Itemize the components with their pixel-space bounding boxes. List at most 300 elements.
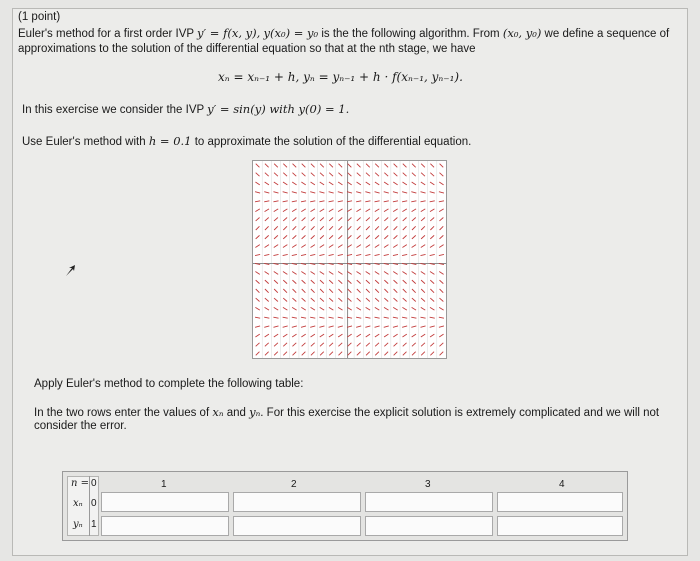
slope-segment	[375, 226, 379, 230]
slope-segment	[348, 164, 352, 168]
slope-segment	[283, 280, 287, 283]
slope-segment	[366, 245, 370, 248]
slope-segment	[412, 226, 416, 230]
slope-segment	[412, 272, 416, 275]
slope-segment	[329, 217, 333, 220]
slope-segment	[439, 307, 443, 310]
slope-segment	[384, 245, 388, 248]
intro-pair: (x₀, y₀)	[502, 26, 542, 40]
slope-segment	[375, 192, 380, 193]
slope-segment	[356, 317, 361, 318]
slope-segment	[384, 317, 389, 318]
x4-input[interactable]	[497, 492, 623, 512]
slope-segment	[301, 201, 306, 202]
rows-note-and: and	[226, 407, 246, 419]
slope-segment	[366, 235, 370, 238]
slope-segment	[430, 254, 435, 255]
slope-segment	[311, 298, 315, 301]
x3-input[interactable]	[365, 492, 493, 512]
slope-segment	[292, 182, 296, 185]
slope-segment	[338, 334, 342, 337]
slope-segment	[356, 272, 360, 275]
slope-segment	[329, 298, 333, 301]
slope-segment	[310, 254, 315, 255]
slope-segment	[320, 298, 324, 301]
slope-segment	[403, 217, 407, 220]
slope-segment	[301, 182, 305, 185]
slope-segment	[375, 173, 379, 177]
slope-segment	[412, 334, 416, 337]
instruction-line	[22, 134, 471, 149]
slope-segment	[365, 192, 370, 193]
slope-segment	[338, 289, 342, 293]
slope-segment	[265, 307, 269, 310]
yn-label: yₙ	[73, 519, 83, 530]
slope-segment	[430, 173, 434, 177]
slope-segment	[421, 226, 425, 230]
slope-segment	[348, 343, 352, 347]
slope-segment	[311, 173, 315, 177]
slope-segment	[366, 334, 370, 337]
slope-segment	[273, 326, 278, 327]
slope-segment	[283, 245, 287, 248]
slope-segment	[338, 280, 342, 283]
slope-segment	[412, 352, 416, 356]
intro-line-1	[18, 26, 669, 41]
slope-segment	[366, 307, 370, 310]
intro-ode: y′ = f(x, y),	[197, 26, 261, 40]
slope-segment	[283, 226, 287, 230]
slope-segment	[265, 217, 269, 220]
slope-segment	[440, 226, 444, 230]
slope-segment	[274, 280, 278, 283]
slope-segment	[384, 201, 389, 202]
slope-segment	[384, 280, 388, 283]
slope-segment	[421, 280, 425, 283]
slope-segment	[283, 272, 287, 275]
slope-segment	[393, 182, 397, 185]
slope-segment	[320, 334, 324, 337]
slope-segment	[403, 173, 407, 177]
slope-segment	[319, 254, 324, 255]
slope-segment	[320, 235, 324, 238]
slope-segment	[265, 289, 269, 293]
slope-segment	[311, 226, 315, 230]
slope-segment	[274, 272, 278, 275]
direction-field-plot	[252, 160, 447, 359]
rows-note-yn: yₙ	[249, 405, 261, 419]
slope-segment	[375, 182, 379, 185]
slope-segment	[302, 235, 306, 238]
slope-segment	[329, 192, 334, 193]
slope-segment	[292, 343, 296, 347]
slope-segment	[274, 209, 278, 212]
slope-segment	[375, 317, 380, 318]
rows-note-lead: In the two rows enter the values of	[34, 407, 210, 419]
slope-segment	[420, 201, 425, 202]
slope-segment	[430, 326, 435, 327]
slope-segment	[357, 235, 361, 238]
slope-segment	[256, 235, 260, 238]
slope-segment	[394, 289, 398, 293]
slope-segment	[338, 173, 342, 177]
slope-segment	[348, 173, 352, 177]
slope-segment	[329, 289, 333, 293]
slope-segment	[393, 307, 397, 310]
slope-segment	[393, 334, 397, 337]
slope-segment	[439, 192, 444, 193]
slope-segment	[301, 326, 306, 327]
slope-segment	[273, 317, 278, 318]
slope-segment	[375, 307, 379, 310]
slope-segment	[320, 245, 324, 248]
slope-segment	[439, 326, 444, 327]
slope-segment	[375, 352, 379, 356]
slope-segment	[255, 209, 259, 212]
slope-segment	[274, 343, 278, 347]
slope-segment	[394, 235, 398, 238]
slope-segment	[274, 298, 278, 301]
slope-segment	[421, 298, 425, 301]
col-3-header: 3	[425, 479, 431, 490]
x1-input[interactable]	[101, 492, 229, 512]
slope-segment	[311, 307, 315, 310]
slope-segment	[274, 245, 278, 248]
slope-segment	[375, 209, 379, 212]
slope-segment	[319, 201, 324, 202]
slope-segment	[393, 317, 398, 318]
slope-segment	[412, 307, 416, 310]
slope-segment	[375, 298, 379, 301]
slope-segment	[430, 217, 434, 220]
slope-segment	[329, 334, 333, 337]
slope-segment	[403, 352, 407, 356]
slope-segment	[439, 317, 444, 318]
slope-segment	[311, 334, 315, 337]
slope-segment	[273, 254, 278, 255]
slope-segment	[421, 173, 425, 177]
y3-input[interactable]	[365, 516, 493, 536]
slope-segment	[403, 280, 407, 283]
slope-segment	[311, 343, 315, 347]
slope-segment	[403, 164, 407, 168]
slope-segment	[384, 209, 388, 212]
slope-segment	[403, 226, 407, 230]
x2-input[interactable]	[233, 492, 361, 512]
slope-segment	[402, 254, 407, 255]
slope-segment	[394, 298, 398, 301]
slope-segment	[357, 289, 361, 293]
slope-segment	[439, 254, 444, 255]
slope-segment	[265, 280, 269, 283]
rows-note-tail: . For this exercise the explicit solution is extremely complicated and we will not	[260, 407, 660, 419]
intro-ic: y(x₀) = y₀	[263, 26, 319, 40]
slope-segment	[412, 343, 416, 347]
slope-segment	[256, 280, 260, 283]
slope-segment	[393, 245, 397, 248]
y1-input[interactable]	[101, 516, 229, 536]
slope-segment	[265, 343, 269, 347]
slope-segment	[338, 326, 343, 327]
slope-segment	[338, 192, 343, 193]
slope-segment	[366, 343, 370, 347]
slope-segment	[311, 164, 315, 168]
slope-segment	[265, 272, 269, 275]
slope-segment	[430, 298, 434, 301]
slope-segment	[375, 201, 380, 202]
slope-segment	[402, 182, 406, 185]
slope-segment	[394, 226, 398, 230]
slope-segment	[356, 201, 361, 202]
slope-segment	[384, 254, 389, 255]
slope-segment	[366, 289, 370, 293]
slope-segment	[329, 272, 333, 275]
slope-segment	[338, 182, 342, 185]
slope-segment	[265, 245, 269, 248]
slope-segment	[384, 164, 388, 168]
slope-segment	[366, 173, 370, 177]
intro-line-2: approximations to the solution of the differential equation so that at the nth stage, we have	[18, 43, 476, 55]
slope-segment	[393, 201, 398, 202]
slope-segment	[311, 209, 315, 212]
mouse-cursor-icon	[64, 264, 78, 283]
slope-segment	[421, 209, 425, 212]
slope-segment	[439, 280, 443, 283]
slope-segment	[412, 173, 416, 177]
slope-segment	[366, 164, 370, 168]
slope-segment	[357, 343, 361, 347]
slope-segment	[283, 254, 288, 255]
slope-segment	[338, 272, 342, 275]
slope-segment	[273, 201, 278, 202]
slope-segment	[430, 280, 434, 283]
slope-segment	[357, 280, 361, 283]
slope-segment	[384, 307, 388, 310]
slope-segment	[430, 226, 434, 230]
slope-segment	[375, 326, 380, 327]
slope-segment	[403, 343, 407, 347]
slope-segment	[301, 334, 305, 337]
slope-segment	[430, 209, 434, 212]
slope-segment	[320, 209, 324, 212]
instruction-lead: Use Euler's method with	[22, 136, 146, 148]
slope-segment	[255, 245, 259, 248]
slope-segment	[274, 173, 278, 177]
slope-segment	[301, 272, 305, 275]
slope-segment	[439, 343, 443, 347]
slope-segment	[320, 289, 324, 293]
slope-segment	[440, 164, 444, 168]
slope-segment	[283, 209, 287, 212]
slope-segment	[384, 226, 388, 230]
slope-segment	[311, 217, 315, 220]
slope-segment	[338, 254, 343, 255]
slope-segment	[366, 280, 370, 283]
slope-segment	[356, 209, 360, 212]
rows-note-xn: xₙ	[212, 405, 224, 419]
slope-segment	[430, 289, 434, 293]
slope-segment	[338, 352, 342, 356]
slope-segment	[384, 272, 388, 275]
slope-segment	[320, 343, 324, 347]
slope-segment	[393, 272, 397, 275]
slope-segment	[365, 254, 370, 255]
slope-segment	[311, 182, 315, 185]
slope-segment	[265, 209, 269, 212]
slope-segment	[255, 317, 260, 318]
slope-segment	[292, 334, 296, 337]
slope-segment	[375, 280, 379, 283]
apply-heading: Apply Euler's method to complete the following table:	[34, 378, 304, 390]
slope-segment	[439, 201, 444, 202]
slope-segment	[265, 352, 269, 356]
instruction-step: h = 0.1	[148, 134, 192, 148]
slope-segment	[412, 298, 416, 301]
slope-segment	[412, 209, 416, 212]
slope-segment	[310, 201, 315, 202]
slope-segment	[302, 164, 306, 168]
slope-segment	[283, 192, 288, 193]
exercise-lead: In this exercise we consider the IVP	[22, 104, 204, 116]
points-label: (1 point)	[18, 11, 61, 23]
slope-segment	[310, 326, 315, 327]
slope-segment	[292, 192, 297, 193]
slope-segment	[319, 192, 324, 193]
slope-segment	[338, 201, 343, 202]
slope-segment	[366, 298, 370, 301]
slope-segment	[283, 164, 287, 168]
slope-segment	[375, 334, 379, 337]
slope-segment	[329, 352, 333, 356]
slope-segment	[311, 235, 315, 238]
slope-segment	[421, 352, 425, 356]
slope-segment	[366, 226, 370, 230]
slope-segment	[338, 298, 342, 301]
slope-segment	[293, 352, 297, 356]
slope-segment	[402, 209, 406, 212]
slope-segment	[255, 272, 259, 275]
slope-segment	[421, 334, 425, 337]
slope-segment	[440, 289, 444, 293]
slope-segment	[311, 245, 315, 248]
slope-segment	[329, 280, 333, 283]
euler-formula: xₙ = xₙ₋₁ + h, yₙ = yₙ₋₁ + h · f(xₙ₋₁, yₙ₋₁).	[218, 70, 463, 84]
slope-segment	[311, 352, 315, 356]
slope-segment	[256, 289, 260, 293]
slope-segment	[320, 280, 324, 283]
slope-segment	[394, 343, 398, 347]
slope-segment	[293, 164, 297, 168]
slope-segment	[421, 343, 425, 347]
slope-segment	[329, 307, 333, 310]
slope-segment	[264, 326, 269, 327]
y2-input[interactable]	[233, 516, 361, 536]
slope-segment	[402, 317, 407, 318]
slope-segment	[375, 164, 379, 168]
slope-segment	[320, 272, 324, 275]
slope-segment	[366, 352, 370, 356]
slope-segment	[384, 352, 388, 356]
slope-segment	[356, 192, 361, 193]
slope-segment	[403, 298, 407, 301]
slope-segment	[357, 334, 361, 337]
slope-segment	[356, 307, 360, 310]
slope-segment	[301, 209, 305, 212]
slope-segment	[412, 217, 416, 220]
slope-segment	[348, 217, 352, 220]
slope-segment	[273, 192, 278, 193]
slope-segment	[256, 217, 260, 220]
slope-segment	[412, 280, 416, 283]
slope-segment	[421, 289, 425, 293]
col-4-header: 4	[559, 479, 565, 490]
slope-segment	[430, 245, 434, 248]
slope-segment	[292, 280, 296, 283]
slope-segment	[439, 334, 443, 337]
slope-segment	[384, 182, 388, 185]
slope-segment	[283, 326, 288, 327]
slope-segment	[329, 182, 333, 185]
slope-segment	[412, 289, 416, 293]
slope-segment	[265, 298, 269, 301]
slope-segment	[393, 254, 398, 255]
slope-segment	[348, 226, 352, 230]
slope-segment	[384, 334, 388, 337]
slope-segment	[310, 317, 315, 318]
slope-segment	[366, 209, 370, 212]
slope-segment	[439, 182, 443, 185]
slope-segment	[338, 226, 342, 230]
slope-segment	[293, 289, 297, 293]
slope-segment	[439, 217, 443, 220]
slope-segment	[430, 235, 434, 238]
slope-segment	[375, 272, 379, 275]
slope-segment	[292, 245, 296, 248]
y4-input[interactable]	[497, 516, 623, 536]
slope-segment	[301, 317, 306, 318]
slope-segment	[255, 182, 259, 185]
slope-segment	[329, 254, 334, 255]
slope-segment	[394, 217, 398, 220]
slope-segment	[302, 226, 306, 230]
slope-segment	[283, 173, 287, 177]
slope-segment	[293, 226, 297, 230]
slope-segment	[292, 235, 296, 238]
slope-segment	[421, 235, 425, 238]
xn-label: xₙ	[73, 498, 83, 509]
instruction-tail: to approximate the solution of the differential equation.	[194, 136, 472, 148]
slope-segment	[411, 192, 416, 193]
slope-segment	[265, 235, 269, 238]
slope-segment	[348, 235, 352, 238]
slope-segment	[283, 298, 287, 301]
slope-segment	[430, 334, 434, 337]
direction-field-svg	[253, 161, 446, 358]
slope-segment	[420, 317, 425, 318]
n0-value: 0	[91, 478, 97, 489]
slope-segment	[394, 280, 398, 283]
slope-segment	[320, 226, 324, 230]
slope-segment	[283, 352, 287, 356]
slope-segment	[283, 182, 287, 185]
slope-segment	[393, 192, 398, 193]
slope-segment	[338, 245, 342, 248]
slope-segment	[440, 352, 444, 356]
intro-lead: Euler's method for a first order IVP	[18, 28, 194, 40]
slope-segment	[301, 307, 305, 310]
slope-segment	[292, 254, 297, 255]
euler-table	[62, 471, 628, 541]
